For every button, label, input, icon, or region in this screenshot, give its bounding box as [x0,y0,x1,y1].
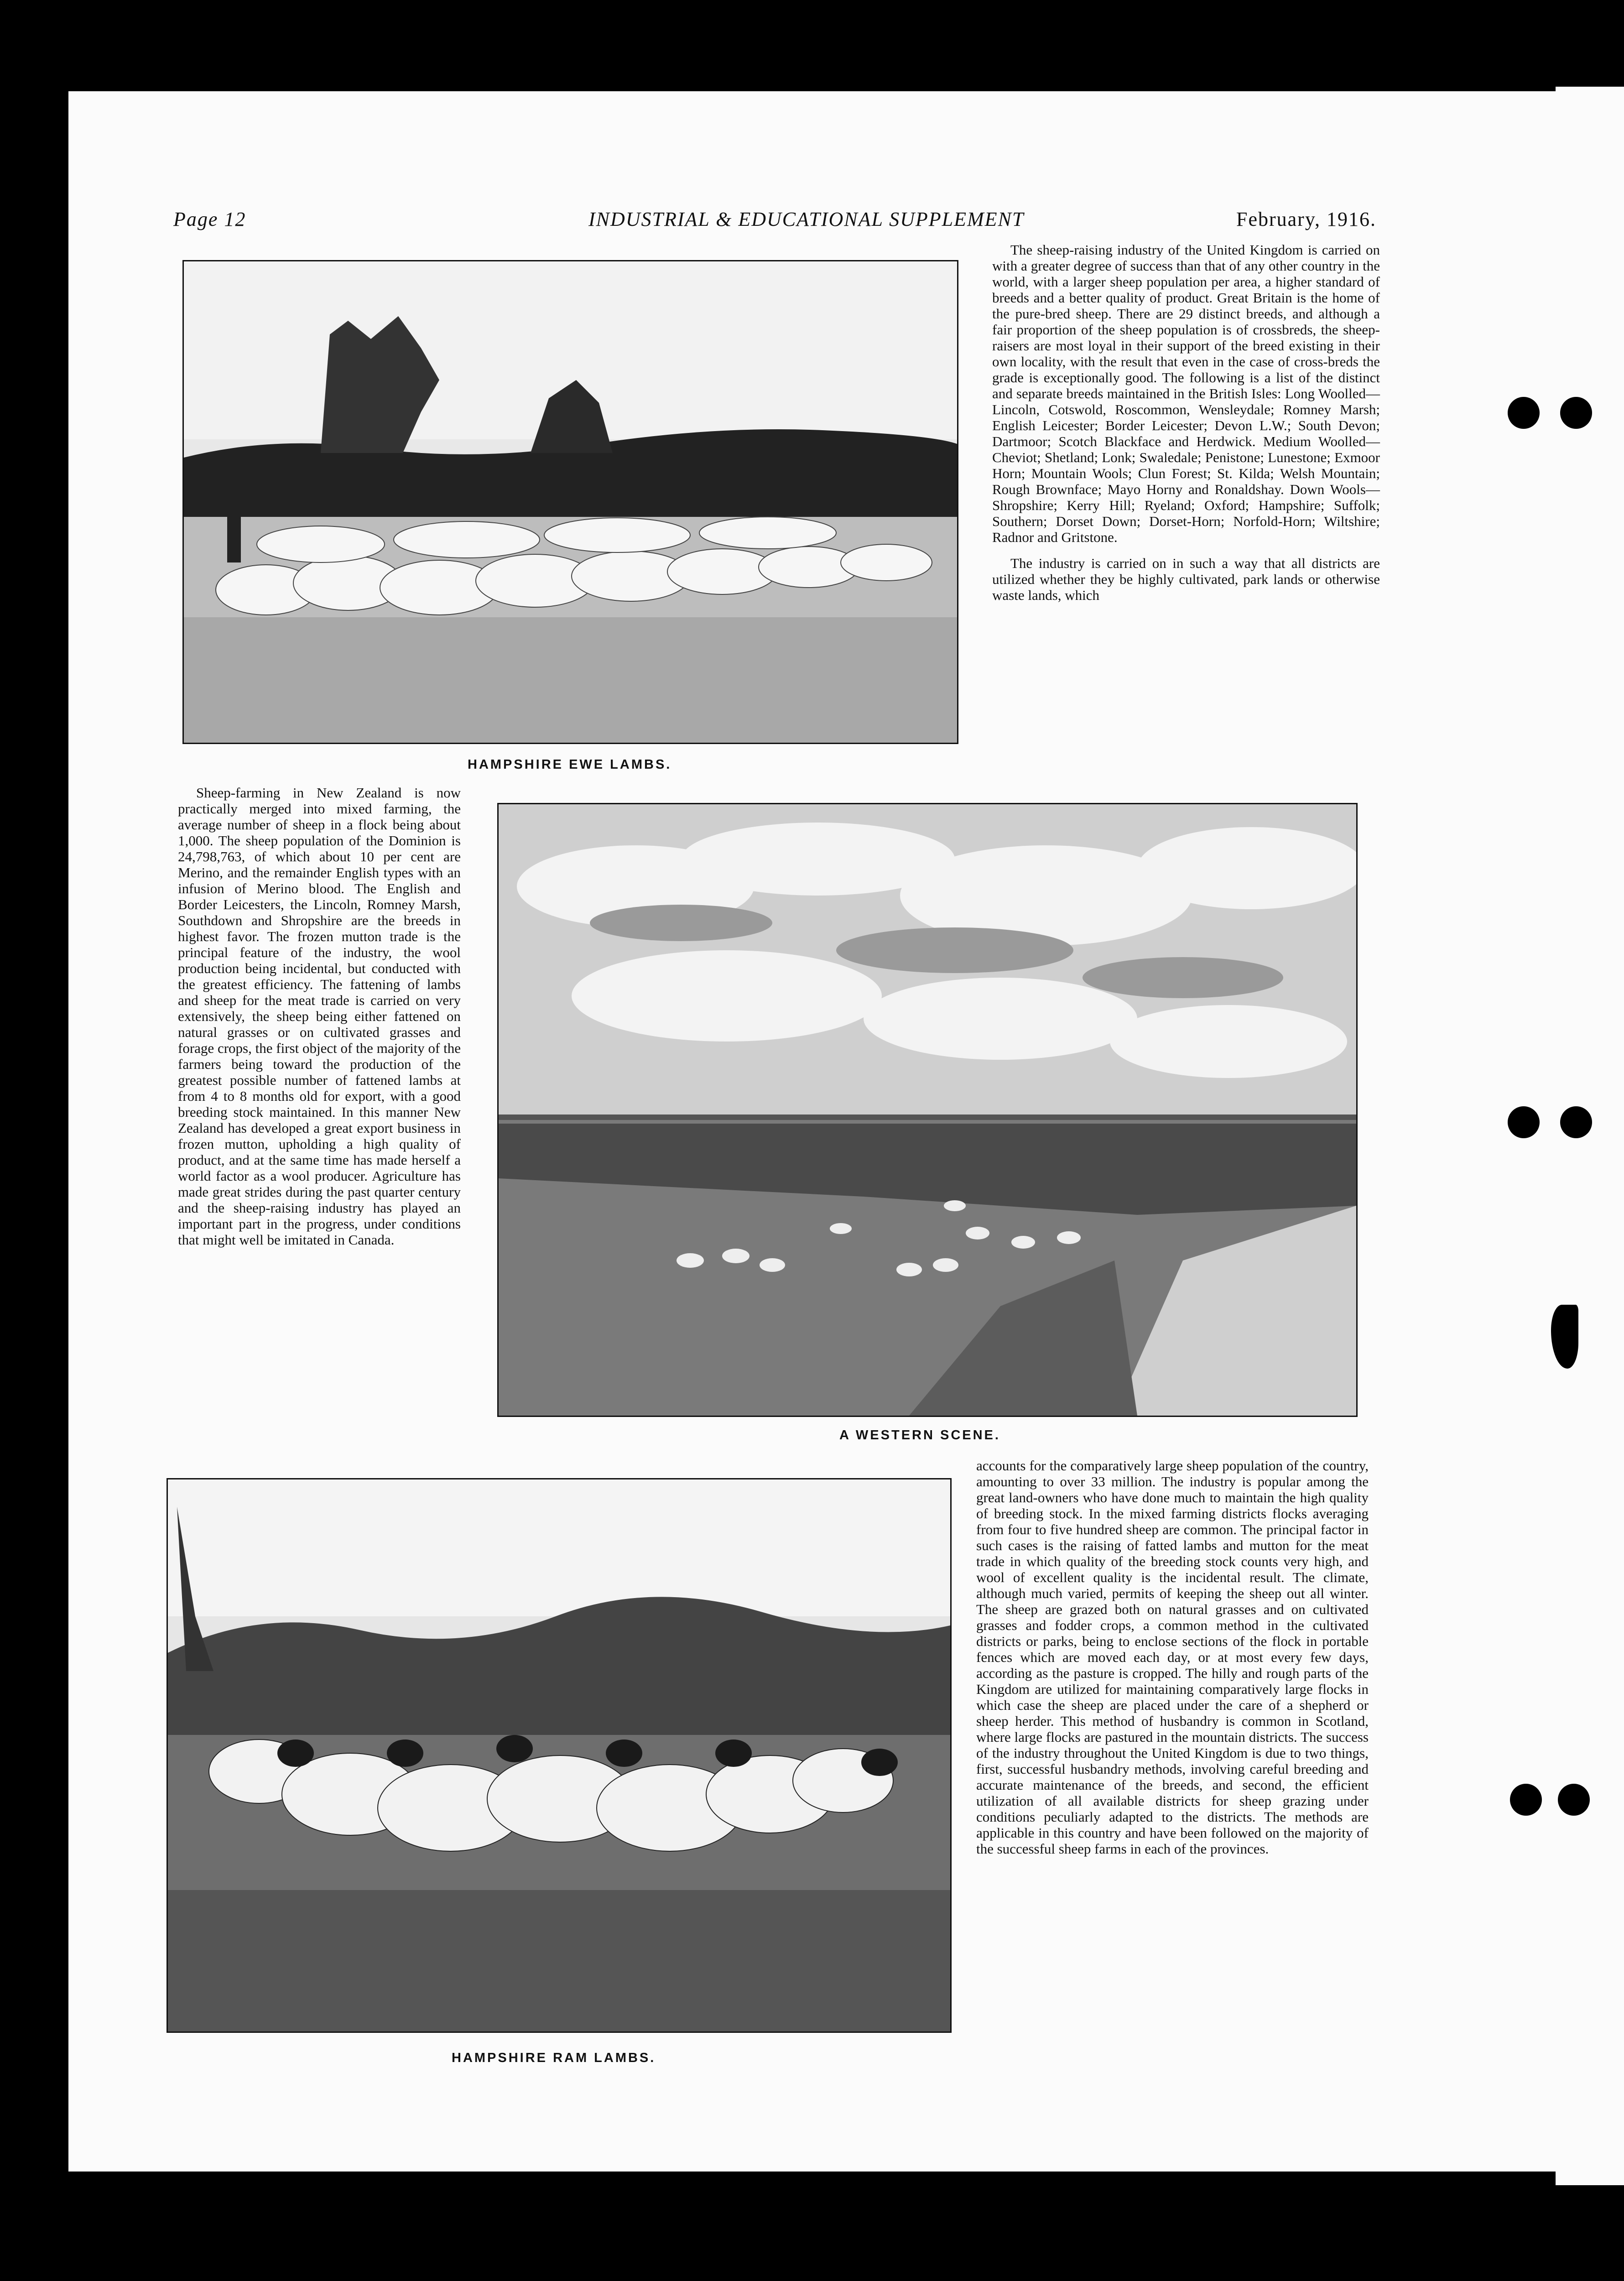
new-zealand-article [178,785,461,1258]
publication-title: INDUSTRIAL & EDUCATIONAL SUPPLEMENT [588,208,1025,230]
nz-paragraph: Sheep-farming in New Zealand is now practically merged into mixed farming, the average number of sheep in a flock being about 1,000. The sheep population of the Dominion is 24,798,763, of which about 10 per cent are Merino, and the remainder English types with an infusion of Merino blood. The English and Border Leicesters, the Lincoln, Romney Marsh, Southdown and Shropshire are the breeds in highest favor. The frozen mutton trade is the principal feature of the industry, the wool production being incidental, but conducted with the greatest efficiency. The fattening of lambs and sheep for the meat trade is carried on very extensively, the sheep being either fattened on natural grasses or on cultivated grasses and forage crops, the first object of the majority of the farmers being toward the production of the greatest possible number of fattened lambs at from 4 to 8 months old for export, with a good breeding stock maintained. In this manner New Zealand has developed a great export business in frozen mutton, upholding a high quality of product, and at the same time has made herself a world factor as a wool producer. Agriculture has made great strides during the past quarter century and the sheep-raising industry has played an important part in the progress, under conditions that might well be imitated in Canada. [178,785,461,1248]
binding-hole-1 [1508,397,1540,429]
uk-paragraph-2: The industry is carried on in such a way that all districts are utilized whether they be highly cultivated, park lands or otherwise waste lands, which [992,555,1380,603]
caption-hampshire-ewe-lambs: HAMPSHIRE EWE LAMBS. [468,757,672,772]
binding-hole-2 [1560,397,1592,429]
page-number: Page 12 [173,208,246,230]
binding-hole-4 [1560,1106,1592,1138]
binding-hole-3 [1508,1106,1540,1138]
uk-sheep-article-bottom [976,1458,1369,1867]
photo-hampshire-ewe-lambs [182,260,958,744]
photo-western-scene [497,803,1358,1417]
caption-western-scene: A WESTERN SCENE. [839,1428,1000,1443]
photo-hampshire-ram-lambs [167,1478,952,2033]
binding-hole-5 [1510,1784,1542,1816]
uk-sheep-article-top [992,242,1380,613]
uk-paragraph-1: The sheep-raising industry of the United Kingdom is carried on with a greater degree of success than that of any other country in the world, with a larger sheep population per area, a higher standard of breeds and a better quality of product. Great Britain is the home of the pure-bred sheep. There are 29 distinct breeds, and although a fair proportion of the sheep population is of crossbreds, the sheep-raisers are most loyal in their support of the breed existing in their own locality, with the result that even in the case of cross-breds the grade is exceptionally good. The following is a list of the distinct and separate breeds maintained in the British Isles: Long Woolled—Lincoln, Cotswold, Roscommon, Wensleydale; Romney Marsh; English Leicester; Border Leicester; Devon L.W.; South Devon; Dartmoor; Scotch Blackface and Herdwick. Medium Woolled—Cheviot; Shetland; Lonk; Swaledale; Penistone; Lunestone; Exmoor Horn; Mountain Wools; Clun Forest; St. Kilda; Welsh Mountain; Rough Brownface; Mayo Horny and Ronaldshay. Down Wools—Shropshire; Kerry Hill; Ryeland; Oxford; Hampshire; Suffolk; Southern; Dorset Down; Dorset-Horn; Norfold-Horn; Wiltshire; Radnor and Gritstone. [992,242,1380,545]
issue-date: February, 1916. [1236,208,1376,230]
caption-hampshire-ram-lambs: HAMPSHIRE RAM LAMBS. [452,2051,656,2065]
uk-paragraph-3: accounts for the comparatively large sheep population of the country, amounting to over 33 million. The industry is popular among the great land-owners who have done much to maintain the high quality of breeding stock. In the mixed farming districts flocks averaging from four to five hundred sheep are common. The principal factor in such cases is the raising of fatted lambs and mutton for the meat trade in which quality of the breeding stock counts very high, and wool of excellent quality is the incidental result. The climate, although much varied, permits of keeping the sheep out all winter. The sheep are grazed both on natural grasses and on cultivated grasses and fodder crops, a common method in the cultivated districts or parks, being to enclose sections of the flock in portable fences which are moved each day, or at most every few days, according as the pasture is cropped. The hilly and rough parts of the Kingdom are utilized for maintaining comparatively large flocks in which case the sheep are placed under the care of a shepherd or sheep herder. This method of husbandry is common in Scotland, where large flocks are pastured in the mountain districts. The success of the industry throughout the United Kingdom is due to two things, first, successful husbandry methods, involving careful breeding and accurate maintenance of the breeds, and second, the efficient utilization of all available districts for sheep grazing under conditions peculiarly adapted to the districts. The methods are applicable in this country and have been followed on the majority of the successful sheep farms in each of the provinces. [976,1458,1369,1857]
binding-hole-6 [1558,1784,1590,1816]
